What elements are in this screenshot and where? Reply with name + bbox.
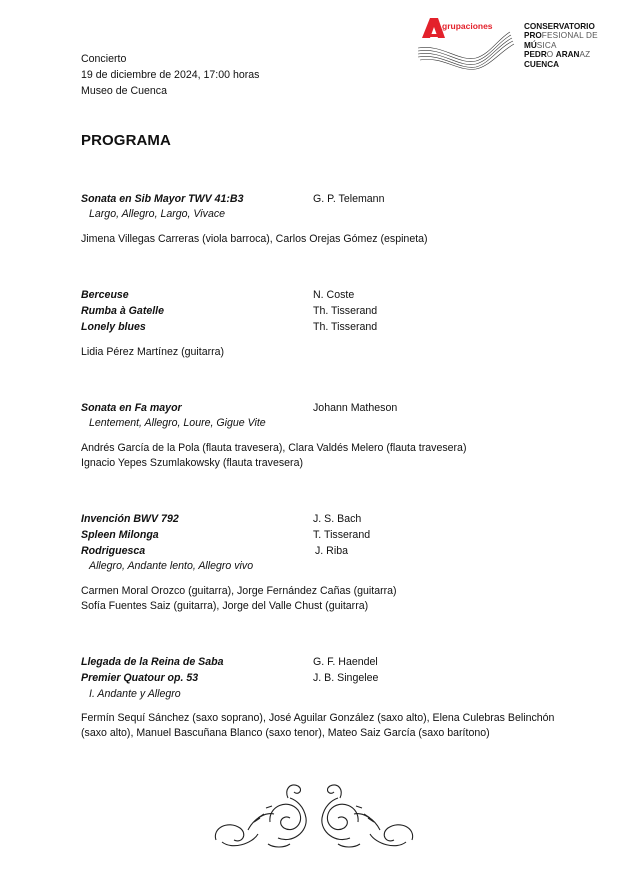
event-datetime: 19 de diciembre de 2024, 17:00 horas — [81, 69, 260, 81]
work-composer: Johann Matheson — [313, 402, 398, 414]
performers-line: Jimena Villegas Carreras (viola barroca), Carlos Orejas Gómez (espineta) — [81, 233, 428, 245]
conservatorio-logo-line: MÚSICA — [524, 40, 557, 50]
event-type: Concierto — [81, 53, 127, 65]
work-composer: Th. Tisserand — [313, 305, 378, 317]
work-composer: Th. Tisserand — [313, 321, 378, 333]
work-composer: T. Tisserand — [313, 529, 371, 541]
program-title: PROGRAMA — [81, 132, 171, 149]
agrupaciones-logo — [418, 14, 518, 70]
performers-line: Carmen Moral Orozco (guitarra), Jorge Fernández Cañas (guitarra) — [81, 585, 397, 597]
event-venue: Museo de Cuenca — [81, 85, 167, 97]
work-title: Rodriguesca — [81, 545, 146, 557]
work-title: Rumba à Gatelle — [81, 305, 165, 317]
work-movements: I. Andante y Allegro — [89, 688, 181, 700]
performers-line: Fermín Sequí Sánchez (saxo soprano), José Aguilar González (saxo alto), Elena Culebras Belinchón — [81, 712, 555, 724]
conservatorio-logo-line: CUENCA — [524, 59, 560, 69]
performers-line: Andrés García de la Pola (flauta travesera), Clara Valdés Melero (flauta travesera) — [81, 442, 467, 454]
work-title: Llegada de la Reina de Saba — [81, 656, 224, 668]
conservatorio-logo — [524, 22, 598, 69]
performers-line: Ignacio Yepes Szumlakowsky (flauta travesera) — [81, 457, 303, 469]
work-title: Sonata en Sib Mayor TWV 41:B3 — [81, 193, 244, 205]
work-title: Spleen Milonga — [81, 529, 159, 541]
work-composer: J. B. Singelee — [313, 672, 379, 684]
work-composer: G. F. Haendel — [313, 656, 378, 668]
conservatorio-logo-line: PEDRO ARANAZ — [524, 50, 591, 60]
work-composer: J. S. Bach — [313, 513, 362, 525]
floral-ornament — [208, 778, 420, 858]
work-title: Sonata en Fa mayor — [81, 402, 182, 414]
event-info — [81, 51, 259, 99]
performers-line: Sofía Fuentes Saiz (guitarra), Jorge del Valle Chust (guitarra) — [81, 600, 369, 612]
work-movements: Largo, Allegro, Largo, Vivace — [89, 208, 226, 220]
performers-line: (saxo alto), Manuel Bascuñana Blanco (saxo tenor), Mateo Saiz García (saxo barítono) — [81, 727, 490, 739]
floral-scroll-ornament-icon — [208, 778, 420, 858]
work-composer: J. Riba — [315, 545, 348, 557]
performers-line: Lidia Pérez Martínez (guitarra) — [81, 346, 225, 358]
work-movements: Allegro, Andante lento, Allegro vivo — [89, 560, 254, 572]
work-title: Premier Quatour op. 53 — [81, 672, 199, 684]
work-movements: Lentement, Allegro, Loure, Gigue Vite — [89, 417, 266, 429]
work-composer: N. Coste — [313, 289, 355, 301]
work-title: Invención BWV 792 — [81, 513, 179, 525]
conservatorio-logo-line: CONSERVATORIO — [524, 22, 595, 31]
work-composer: G. P. Telemann — [313, 193, 385, 205]
work-title: Berceuse — [81, 289, 129, 301]
agrupaciones-logo-text: grupaciones — [442, 21, 493, 31]
work-title: Lonely blues — [81, 321, 146, 333]
conservatorio-logo-line: PROFESIONAL DE — [524, 31, 598, 41]
